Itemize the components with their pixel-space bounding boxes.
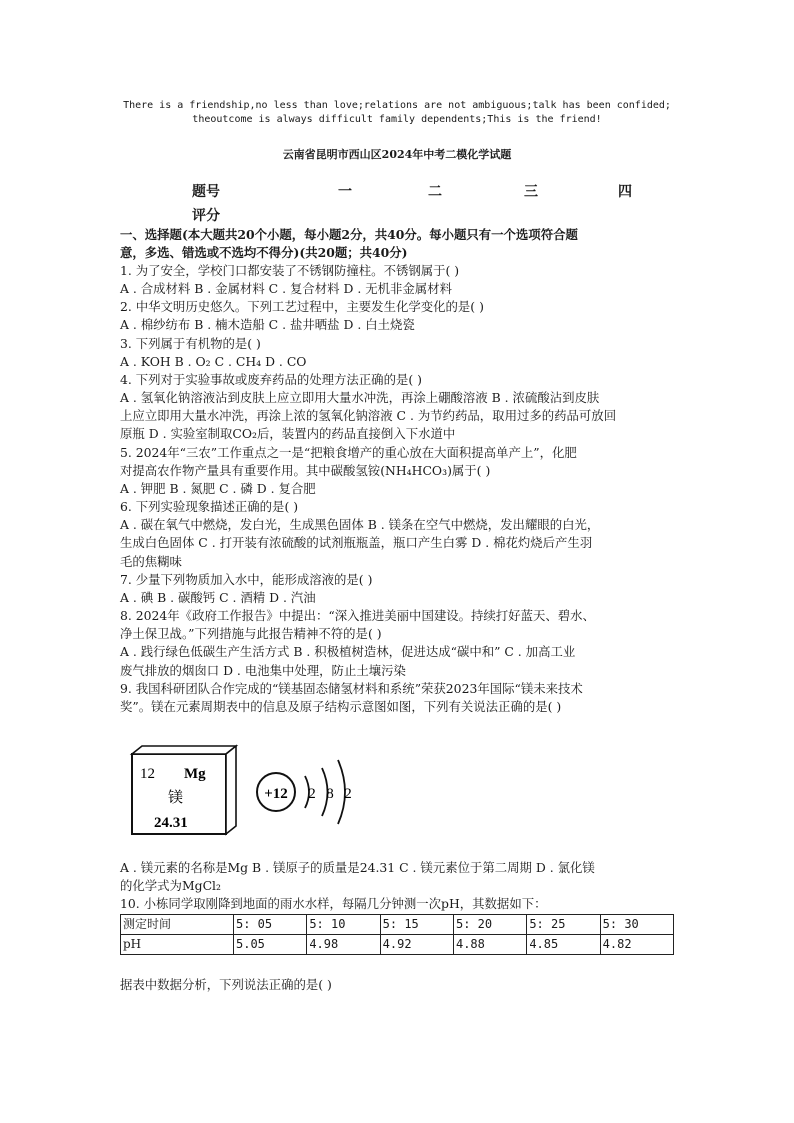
question-line: A . 合成材料 B . 金属材料 C . 复合材料 D . 无机非金属材料 [120,281,452,296]
question-line: 奖”。镁在元素周期表中的信息及原子结构示意图如图，下列有关说法正确的是( ) [120,699,562,714]
question-line: A . 棉纱纺布 B . 楠木造船 C . 盐井晒盐 D . 白土烧瓷 [120,317,415,332]
section-heading-line-2: 意，多选、错选或不选均不得分)(共20题；共40分) [120,245,408,260]
question-line: 9. 我国科研团队合作完成的“镁基固态储氢材料和系统”荣获2023年国际“镁未来技术 [120,681,583,696]
score-label-score: 评分 [192,208,220,224]
score-col-1: 一 [338,184,352,200]
exam-title: 云南省昆明市西山区2024年中考二模化学试题 [282,148,512,161]
motto-line-2: theoutcome is always difficult family dependents;This is the friend! [192,114,602,125]
table-cell: 5: 15 [380,915,453,935]
question-line: 1. 为了安全，学校门口都安装了不锈钢防撞柱。不锈钢属于( ) [120,263,460,278]
score-label-number: 题号 [192,184,220,200]
question-line: A . 碳在氧气中燃烧，发白光，生成黑色固体 B . 镁条在空气中燃烧，发出耀眼的白光， [120,517,600,532]
question-line: 7. 少量下列物质加入水中，能形成溶液的是( ) [120,572,373,587]
question-line: A . 氢氧化钠溶液沾到皮肤上应立即用大量水冲洗，再涂上硼酸溶液 B . 浓硫酸沾到皮肤 [120,390,600,405]
question-line: 8. 2024年《政府工作报告》中提出：“深入推进美丽中国建设。持续打好蓝天、碧水、 [120,608,595,623]
table-cell: 5: 25 [527,915,600,935]
table-row [121,935,674,955]
element-mass: 24.31 [154,815,188,831]
table-cell: 4.85 [527,935,600,955]
table-cell: 4.88 [453,935,526,955]
section-heading-line-1: 一、选择题(本大题共20个小题，每小题2分，共40分。每小题只有一个选项符合题 [120,227,578,242]
question-line: 废气排放的烟囱口 D . 电池集中处理，防止土壤污染 [120,663,406,678]
question-line: A . 钾肥 B . 氮肥 C . 磷 D . 复合肥 [120,481,316,496]
element-number: 12 [140,766,155,782]
question-line: 上应立即用大量水冲洗，再涂上浓的氢氧化钠溶液 C . 为节约药品，取用过多的药品可放回 [120,408,617,423]
ph-data-table [120,914,674,955]
question-line: 6. 下列实验现象描述正确的是( ) [120,499,299,514]
question-line: 毛的焦糊味 [120,554,182,569]
table-cell: 4.82 [600,935,673,955]
element-name: 镁 [168,788,184,806]
question-line: 据表中数据分析，下列说法正确的是( ) [120,977,332,992]
question-line: A . KOH B . O₂ C . CH₄ D . CO [120,354,307,369]
table-cell: 4.98 [307,935,380,955]
question-line: 原瓶 D . 实验室制取CO₂后，装置内的药品直接倒入下水道中 [120,426,456,441]
magnesium-figure [124,740,374,840]
question-line: 10. 小栋同学取刚降到地面的雨水水样，每隔几分钟测一次pH，其数据如下： [120,896,547,911]
table-cell: 5: 05 [234,915,307,935]
motto-line-1: There is a friendship,no less than love;relations are not ambiguous;talk has been confided; [123,100,671,111]
shell-1-electrons: 2 [308,786,316,802]
question-line: A . 碘 B . 碳酸钙 C . 酒精 D . 汽油 [120,590,316,605]
question-line: A . 镁元素的名称是Mg B . 镁原子的质量是24.31 C . 镁元素位于第二周期 D . 氯化镁 [120,860,595,875]
nucleus-charge: +12 [264,786,288,802]
question-line: 2. 中华文明历史悠久。下列工艺过程中，主要发生化学变化的是( ) [120,299,484,314]
table-cell: 5: 20 [453,915,526,935]
element-card [132,746,236,834]
atom-structure-diagram [257,760,352,824]
question-line: 对提高农作物产量具有重要作用。其中碳酸氢铵(NH₄HCO₃)属于( ) [120,463,491,478]
table-cell: 5.05 [234,935,307,955]
question-line: 生成白色固体 C . 打开装有浓硫酸的试剂瓶瓶盖，瓶口产生白雾 D . 棉花灼烧后产生羽 [120,535,593,550]
score-col-2: 二 [428,184,442,200]
table-cell: 测定时间 [121,915,234,935]
question-line: A . 践行绿色低碳生产生活方式 B . 积极植树造林，促进达成“碳中和” C . 加高工业 [120,644,576,659]
shell-3-electrons: 2 [344,786,352,802]
question-line: 净土保卫战。”下列措施与此报告精神不符的是( ) [120,626,382,641]
element-symbol: Mg [184,766,206,782]
question-line: 4. 下列对于实验事故或废弃药品的处理方法正确的是( ) [120,372,422,387]
table-cell: 4.92 [380,935,453,955]
score-col-3: 三 [524,184,538,200]
question-line: 3. 下列属于有机物的是( ) [120,336,261,351]
shell-2-electrons: 8 [326,786,334,802]
table-cell: 5: 30 [600,915,673,935]
question-line: 5. 2024年“三农”工作重点之一是“把粮食增产的重心放在大面积提高单产上”，化肥 [120,445,577,460]
table-row [121,915,674,935]
question-line: 的化学式为MgCl₂ [120,878,221,893]
table-cell: 5: 10 [307,915,380,935]
table-cell: pH [121,935,234,955]
score-col-4: 四 [618,184,632,200]
